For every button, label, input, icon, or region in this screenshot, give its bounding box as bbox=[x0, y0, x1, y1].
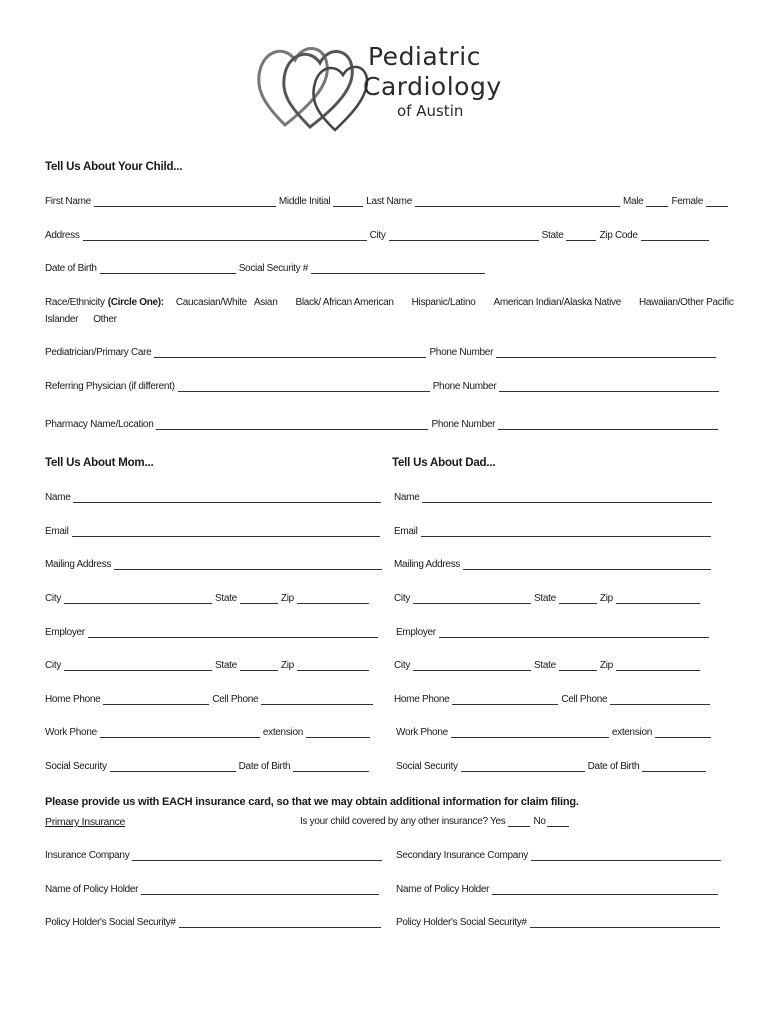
other-insurance-yes-field[interactable] bbox=[508, 817, 530, 827]
mom-city-field[interactable] bbox=[64, 594, 212, 604]
pharmacy-row bbox=[45, 419, 721, 430]
policy-holder-row bbox=[45, 884, 382, 895]
mom-ssn-row bbox=[45, 761, 372, 772]
other-insurance-row bbox=[300, 816, 572, 827]
dad-work-phone-label: Work Phone bbox=[396, 727, 448, 738]
zip-code-label: Zip Code bbox=[599, 230, 638, 241]
child-name-row bbox=[45, 196, 731, 207]
race-row-continued bbox=[45, 314, 117, 325]
female-field[interactable] bbox=[706, 197, 728, 207]
insurance-company-row bbox=[45, 850, 385, 861]
pediatrician-phone-field[interactable] bbox=[496, 348, 716, 358]
logo-line-2: Cardiology bbox=[363, 72, 502, 101]
other-insurance-no-field[interactable] bbox=[547, 817, 569, 827]
dob-label: Date of Birth bbox=[45, 263, 97, 274]
practice-logo bbox=[255, 30, 525, 140]
dad-section-heading: Tell Us About Dad... bbox=[392, 457, 496, 469]
secondary-policy-holder-label: Name of Policy Holder bbox=[396, 884, 490, 895]
pharmacy-field[interactable] bbox=[156, 420, 428, 430]
pediatrician-field[interactable] bbox=[154, 348, 426, 358]
pediatrician-label: Pediatrician/Primary Care bbox=[45, 347, 152, 358]
phone-number-label: Phone Number bbox=[432, 381, 497, 392]
dad-ssn-row bbox=[396, 761, 709, 772]
mom-employer-city-row bbox=[45, 660, 372, 671]
zip-code-field[interactable] bbox=[641, 231, 709, 241]
city-label: City bbox=[369, 230, 386, 241]
pharmacy-phone-field[interactable] bbox=[498, 420, 718, 430]
dad-cell-phone-field[interactable] bbox=[610, 695, 710, 705]
last-name-label: Last Name bbox=[366, 196, 412, 207]
pediatrician-row bbox=[45, 347, 719, 358]
race-label: Race/Ethnicity bbox=[45, 297, 105, 308]
other-insurance-no-label: No bbox=[533, 816, 546, 827]
dad-name-row bbox=[394, 492, 715, 503]
dad-work-row bbox=[396, 727, 714, 738]
dob-field[interactable] bbox=[100, 264, 236, 274]
logo-line-1: Pediatric bbox=[368, 42, 481, 71]
dad-cell-phone-label: Cell Phone bbox=[561, 694, 608, 705]
child-dob-row bbox=[45, 263, 488, 274]
mom-email-label: Email bbox=[45, 526, 69, 537]
mom-extension-field[interactable] bbox=[306, 728, 370, 738]
dad-name-label: Name bbox=[394, 492, 420, 503]
race-option[interactable]: Black/ African American bbox=[295, 297, 394, 308]
mom-mailing-field[interactable] bbox=[114, 560, 382, 570]
mom-work-row bbox=[45, 727, 373, 738]
referring-label: Referring Physician (if different) bbox=[45, 381, 175, 392]
dad-employer-row bbox=[396, 627, 712, 638]
dad-city-label: City bbox=[394, 593, 411, 604]
referring-row bbox=[45, 381, 722, 392]
last-name-field[interactable] bbox=[415, 197, 620, 207]
holder-ssn-row bbox=[45, 917, 384, 928]
race-option[interactable]: Caucasian/White bbox=[175, 297, 247, 308]
dad-employer-city-row bbox=[394, 660, 703, 671]
mom-employer-zip-label: Zip bbox=[280, 660, 294, 671]
mom-mailing-label: Mailing Address bbox=[45, 559, 112, 570]
mom-employer-city-field[interactable] bbox=[64, 661, 212, 671]
mom-cell-phone-label: Cell Phone bbox=[212, 694, 259, 705]
pharmacy-label: Pharmacy Name/Location bbox=[45, 419, 154, 430]
male-field[interactable] bbox=[646, 197, 668, 207]
dad-state-label: State bbox=[534, 593, 556, 604]
primary-insurance-row bbox=[45, 816, 125, 828]
dad-employer-city-field[interactable] bbox=[413, 661, 531, 671]
dad-mailing-field[interactable] bbox=[463, 560, 711, 570]
mom-work-phone-label: Work Phone bbox=[45, 727, 97, 738]
hearts-logo-icon bbox=[255, 35, 370, 135]
mom-work-phone-field[interactable] bbox=[100, 728, 260, 738]
circle-one-label: (Circle One): bbox=[107, 297, 164, 308]
race-option[interactable]: Islander bbox=[45, 314, 79, 325]
male-label: Male bbox=[622, 196, 644, 207]
mom-employer-state-label: State bbox=[215, 660, 237, 671]
ssn-label: Social Security # bbox=[238, 263, 309, 274]
mom-name-field[interactable] bbox=[73, 493, 381, 503]
state-field[interactable] bbox=[566, 231, 596, 241]
dad-employer-state-field[interactable] bbox=[559, 661, 597, 671]
secondary-policy-holder-field[interactable] bbox=[492, 885, 718, 895]
dad-extension-label: extension bbox=[611, 727, 652, 738]
other-insurance-question: Is your child covered by any other insurance? Yes bbox=[300, 816, 506, 827]
secondary-holder-ssn-label: Policy Holder's Social Security# bbox=[396, 917, 527, 928]
dad-state-field[interactable] bbox=[559, 594, 597, 604]
child-address-row bbox=[45, 230, 712, 241]
mom-email-row bbox=[45, 526, 383, 537]
mom-home-phone-field[interactable] bbox=[103, 695, 209, 705]
dad-employer-state-label: State bbox=[534, 660, 556, 671]
dad-employer-label: Employer bbox=[396, 627, 436, 638]
mom-employer-row bbox=[45, 627, 381, 638]
mom-state-label: State bbox=[215, 593, 237, 604]
insurance-company-field[interactable] bbox=[132, 851, 382, 861]
logo-line-3: of Austin bbox=[397, 102, 464, 120]
middle-initial-field[interactable] bbox=[333, 197, 363, 207]
dad-dob-field[interactable] bbox=[642, 762, 706, 772]
secondary-insurance-label: Secondary Insurance Company bbox=[396, 850, 528, 861]
mom-zip-field[interactable] bbox=[297, 594, 369, 604]
dad-employer-zip-label: Zip bbox=[599, 660, 613, 671]
mom-employer-zip-field[interactable] bbox=[297, 661, 369, 671]
race-option[interactable]: Hispanic/Latino bbox=[411, 297, 476, 308]
dad-zip-field[interactable] bbox=[616, 594, 700, 604]
dad-mailing-row bbox=[394, 559, 714, 570]
address-field[interactable] bbox=[83, 231, 367, 241]
address-label: Address bbox=[45, 230, 80, 241]
state-label: State bbox=[541, 230, 564, 241]
dad-employer-zip-field[interactable] bbox=[616, 661, 700, 671]
mom-phone-row bbox=[45, 694, 376, 705]
dad-name-field[interactable] bbox=[422, 493, 712, 503]
mom-name-label: Name bbox=[45, 492, 71, 503]
race-option[interactable]: Asian bbox=[253, 297, 278, 308]
dad-employer-city-label: City bbox=[394, 660, 411, 671]
race-option[interactable]: Other bbox=[93, 314, 117, 325]
mom-name-row bbox=[45, 492, 384, 503]
race-row bbox=[45, 297, 734, 308]
dad-home-phone-label: Home Phone bbox=[394, 694, 450, 705]
mom-dob-field[interactable] bbox=[293, 762, 369, 772]
policy-holder-field[interactable] bbox=[141, 885, 379, 895]
mom-cell-phone-field[interactable] bbox=[261, 695, 373, 705]
holder-ssn-field[interactable] bbox=[179, 918, 381, 928]
mom-zip-label: Zip bbox=[280, 593, 294, 604]
dad-email-field[interactable] bbox=[421, 527, 711, 537]
mom-ssn-field[interactable] bbox=[110, 762, 236, 772]
mom-city-label: City bbox=[45, 593, 62, 604]
referring-phone-field[interactable] bbox=[499, 382, 719, 392]
dad-ssn-field[interactable] bbox=[461, 762, 585, 772]
mom-section-heading: Tell Us About Mom... bbox=[45, 457, 154, 469]
phone-number-label: Phone Number bbox=[429, 347, 494, 358]
insurance-heading: Please provide us with EACH insurance card, so that we may obtain additional information for claim filing. bbox=[45, 796, 579, 808]
dad-employer-field[interactable] bbox=[439, 628, 709, 638]
secondary-policy-holder-row bbox=[396, 884, 721, 895]
referring-field[interactable] bbox=[178, 382, 430, 392]
secondary-insurance-field[interactable] bbox=[531, 851, 721, 861]
dad-city-row bbox=[394, 593, 703, 604]
mom-employer-city-label: City bbox=[45, 660, 62, 671]
secondary-insurance-row bbox=[396, 850, 724, 861]
mom-email-field[interactable] bbox=[72, 527, 380, 537]
dad-dob-label: Date of Birth bbox=[587, 761, 640, 772]
dad-phone-row bbox=[394, 694, 713, 705]
dad-extension-field[interactable] bbox=[655, 728, 711, 738]
child-section-heading: Tell Us About Your Child... bbox=[45, 161, 183, 173]
primary-insurance-label: Primary Insurance bbox=[45, 816, 126, 828]
middle-initial-label: Middle Initial bbox=[278, 196, 331, 207]
race-option[interactable]: Hawaiian/Other Pacific bbox=[638, 297, 734, 308]
mom-home-phone-label: Home Phone bbox=[45, 694, 101, 705]
mom-mailing-row bbox=[45, 559, 385, 570]
dad-zip-label: Zip bbox=[599, 593, 613, 604]
dad-email-row bbox=[394, 526, 714, 537]
holder-ssn-label: Policy Holder's Social Security# bbox=[45, 917, 176, 928]
mom-dob-label: Date of Birth bbox=[238, 761, 291, 772]
dad-mailing-label: Mailing Address bbox=[394, 559, 461, 570]
female-label: Female bbox=[671, 196, 703, 207]
ssn-field[interactable] bbox=[311, 264, 485, 274]
mom-extension-label: extension bbox=[262, 727, 303, 738]
policy-holder-label: Name of Policy Holder bbox=[45, 884, 139, 895]
dad-email-label: Email bbox=[394, 526, 418, 537]
first-name-label: First Name bbox=[45, 196, 91, 207]
mom-employer-state-field[interactable] bbox=[240, 661, 278, 671]
phone-number-label: Phone Number bbox=[431, 419, 496, 430]
dad-home-phone-field[interactable] bbox=[452, 695, 558, 705]
city-field[interactable] bbox=[389, 231, 539, 241]
insurance-company-label: Insurance Company bbox=[45, 850, 130, 861]
mom-employer-label: Employer bbox=[45, 627, 85, 638]
mom-employer-field[interactable] bbox=[88, 628, 378, 638]
dad-city-field[interactable] bbox=[413, 594, 531, 604]
mom-city-row bbox=[45, 593, 372, 604]
mom-ssn-label: Social Security bbox=[45, 761, 107, 772]
dad-work-phone-field[interactable] bbox=[451, 728, 609, 738]
secondary-holder-ssn-row bbox=[396, 917, 723, 928]
mom-state-field[interactable] bbox=[240, 594, 278, 604]
dad-ssn-label: Social Security bbox=[396, 761, 458, 772]
first-name-field[interactable] bbox=[94, 197, 276, 207]
race-option[interactable]: American Indian/Alaska Native bbox=[493, 297, 621, 308]
secondary-holder-ssn-field[interactable] bbox=[530, 918, 720, 928]
